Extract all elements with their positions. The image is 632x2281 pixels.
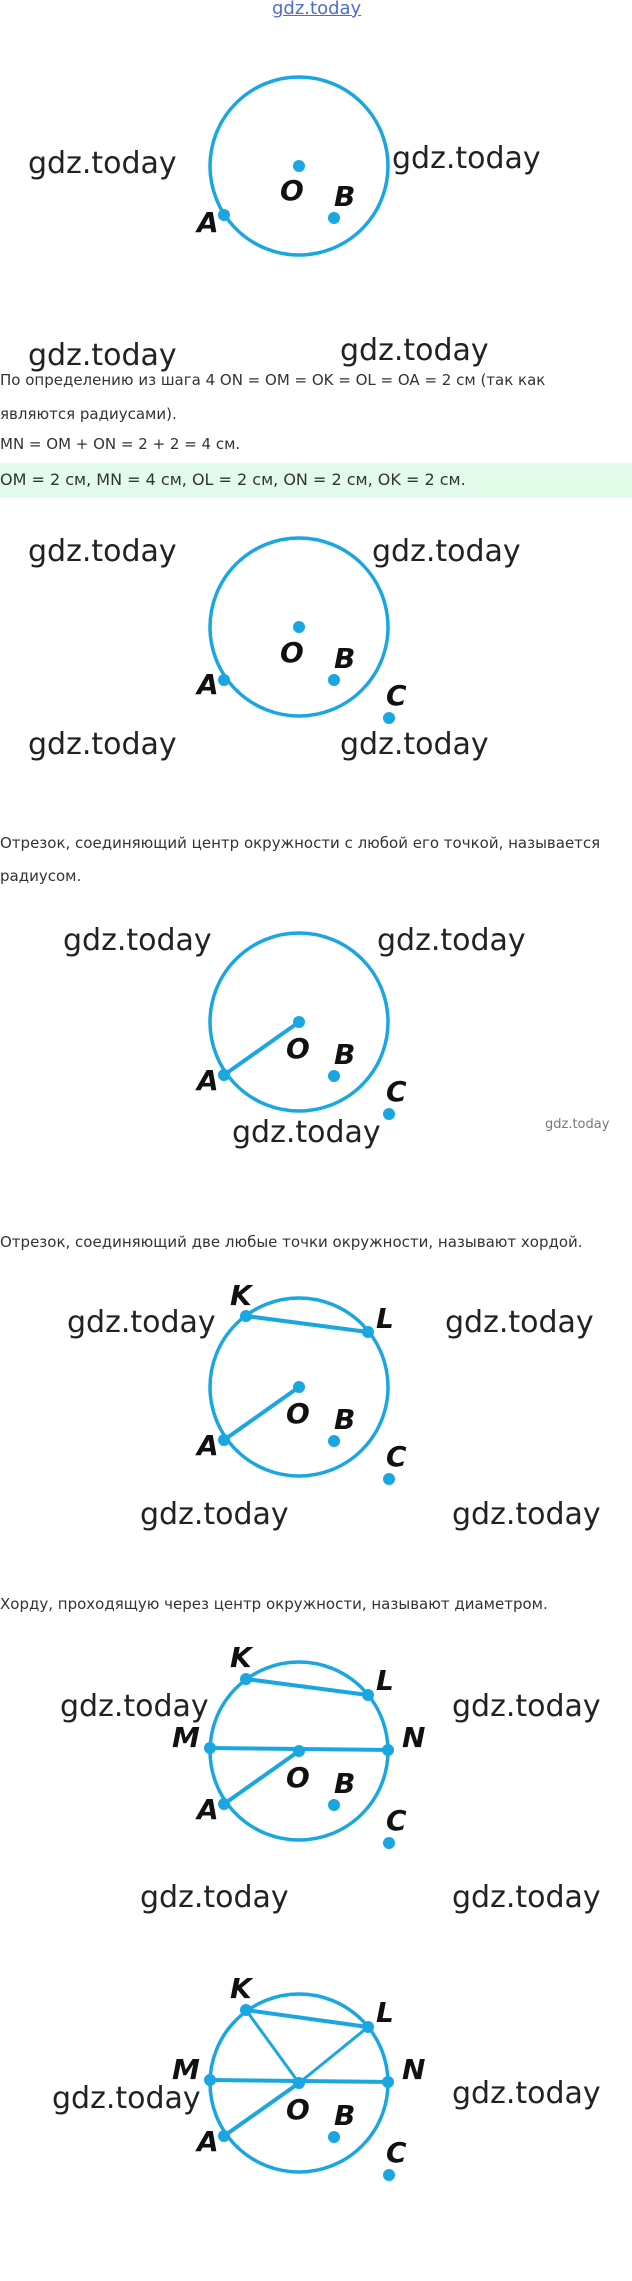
point-c — [383, 2169, 395, 2181]
watermark: gdz.today — [452, 1689, 601, 1724]
figure-all-radii — [0, 1965, 632, 2185]
label-c: C — [386, 679, 407, 712]
label-o: O — [280, 636, 304, 669]
watermark: gdz.today — [392, 141, 541, 176]
point-a — [218, 1434, 230, 1446]
label-o: O — [286, 1397, 310, 1430]
label-a: A — [197, 1429, 219, 1462]
watermark-top[interactable]: gdz.today — [272, 0, 362, 19]
label-k: K — [230, 1280, 252, 1312]
label-b: B — [334, 1038, 356, 1071]
label-n: N — [402, 1721, 426, 1754]
point-a — [218, 2130, 230, 2142]
label-m: M — [172, 1721, 200, 1754]
label-l: L — [376, 1996, 394, 2029]
point-k — [240, 2004, 252, 2016]
label-o: O — [280, 174, 304, 207]
watermark: gdz.today — [377, 923, 526, 958]
watermark: gdz.today — [52, 2081, 201, 2116]
watermark: gdz.today — [67, 1305, 216, 1340]
point-c — [383, 1108, 395, 1120]
point-n — [382, 1744, 394, 1756]
watermark: gdz.today — [140, 1880, 289, 1915]
point-a — [218, 1069, 230, 1081]
label-k: K — [230, 1972, 252, 2005]
label-c: C — [386, 1440, 407, 1473]
point-n — [382, 2076, 394, 2088]
watermark: gdz.today — [452, 2076, 601, 2111]
point-m — [204, 2074, 216, 2086]
point-a — [218, 674, 230, 686]
label-a: A — [197, 2125, 219, 2158]
label-a: A — [197, 206, 219, 239]
text-line-1: По определению из шага 4 ON = OM = OK = OL = OA = 2 см (так как — [0, 371, 546, 389]
point-o — [293, 1016, 305, 1028]
watermark: gdz.today — [60, 1689, 209, 1724]
label-o: O — [286, 1032, 310, 1065]
watermark: gdz.today — [28, 338, 177, 373]
point-a — [218, 209, 230, 221]
watermark: gdz.today — [63, 923, 212, 958]
watermark: gdz.today — [452, 1497, 601, 1532]
point-b — [328, 1070, 340, 1082]
label-o: O — [286, 1761, 310, 1794]
point-l — [362, 2021, 374, 2033]
label-b: B — [334, 642, 356, 675]
chord-kl — [246, 1316, 368, 1332]
point-m — [204, 1742, 216, 1754]
point-c — [383, 712, 395, 724]
point-o — [293, 1381, 305, 1393]
watermark: gdz.today — [28, 727, 177, 762]
watermark: gdz.today — [452, 1880, 601, 1915]
label-n: N — [402, 2053, 426, 2086]
point-b — [328, 212, 340, 224]
label-l: L — [376, 1302, 394, 1335]
text-line-2: являются радиусами). — [0, 405, 177, 423]
watermark: gdz.today — [445, 1305, 594, 1340]
figure-diameter — [0, 1640, 632, 1860]
chord-kl — [246, 1679, 368, 1695]
watermark: gdz.today — [28, 534, 177, 569]
radius-definition-line-1: Отрезок, соединяющий центр окружности с любой его точкой, называется — [0, 834, 601, 852]
label-o: O — [286, 2093, 310, 2126]
label-b: B — [334, 180, 356, 213]
text-line-3: MN = OM + ON = 2 + 2 = 4 см. — [0, 435, 241, 453]
diameter-definition: Хорду, проходящую через центр окружности, называют диаметром. — [0, 1595, 548, 1613]
point-o — [293, 1745, 305, 1757]
point-l — [362, 1689, 374, 1701]
point-o — [293, 2077, 305, 2089]
label-a: A — [197, 668, 219, 701]
point-o — [293, 621, 305, 633]
label-c: C — [386, 2136, 407, 2169]
chord-kl — [246, 2010, 368, 2027]
label-b: B — [334, 1403, 356, 1436]
watermark: gdz.today — [28, 146, 177, 181]
label-m: M — [172, 2053, 200, 2086]
label-c: C — [386, 1075, 407, 1108]
point-b — [328, 1799, 340, 1811]
watermark: gdz.today — [340, 727, 489, 762]
label-k: K — [230, 1641, 252, 1674]
watermark: gdz.today — [340, 333, 489, 368]
label-a: A — [197, 1064, 219, 1097]
point-c — [383, 1837, 395, 1849]
watermark: gdz.today — [140, 1497, 289, 1532]
answer-line: OM = 2 см, MN = 4 см, OL = 2 см, ON = 2 см, OK = 2 см. — [0, 470, 466, 489]
label-b: B — [334, 2099, 356, 2132]
watermark: gdz.today — [372, 534, 521, 569]
point-b — [328, 1435, 340, 1447]
watermark-small: gdz.today — [545, 1117, 610, 1132]
point-a — [218, 1798, 230, 1810]
point-b — [328, 2131, 340, 2143]
point-l — [362, 1326, 374, 1338]
radius-ol — [299, 2027, 368, 2083]
point-o — [293, 160, 305, 172]
watermark: gdz.today — [232, 1115, 381, 1150]
point-k — [240, 1673, 252, 1685]
label-l: L — [376, 1664, 394, 1697]
radius-definition-line-2: радиусом. — [0, 867, 82, 885]
point-c — [383, 1473, 395, 1485]
label-a: A — [197, 1793, 219, 1826]
chord-definition: Отрезок, соединяющий две любые точки окружности, называют хордой. — [0, 1233, 583, 1251]
radius-ok — [246, 2010, 299, 2083]
point-b — [328, 674, 340, 686]
label-c: C — [386, 1804, 407, 1837]
label-b: B — [334, 1767, 356, 1800]
